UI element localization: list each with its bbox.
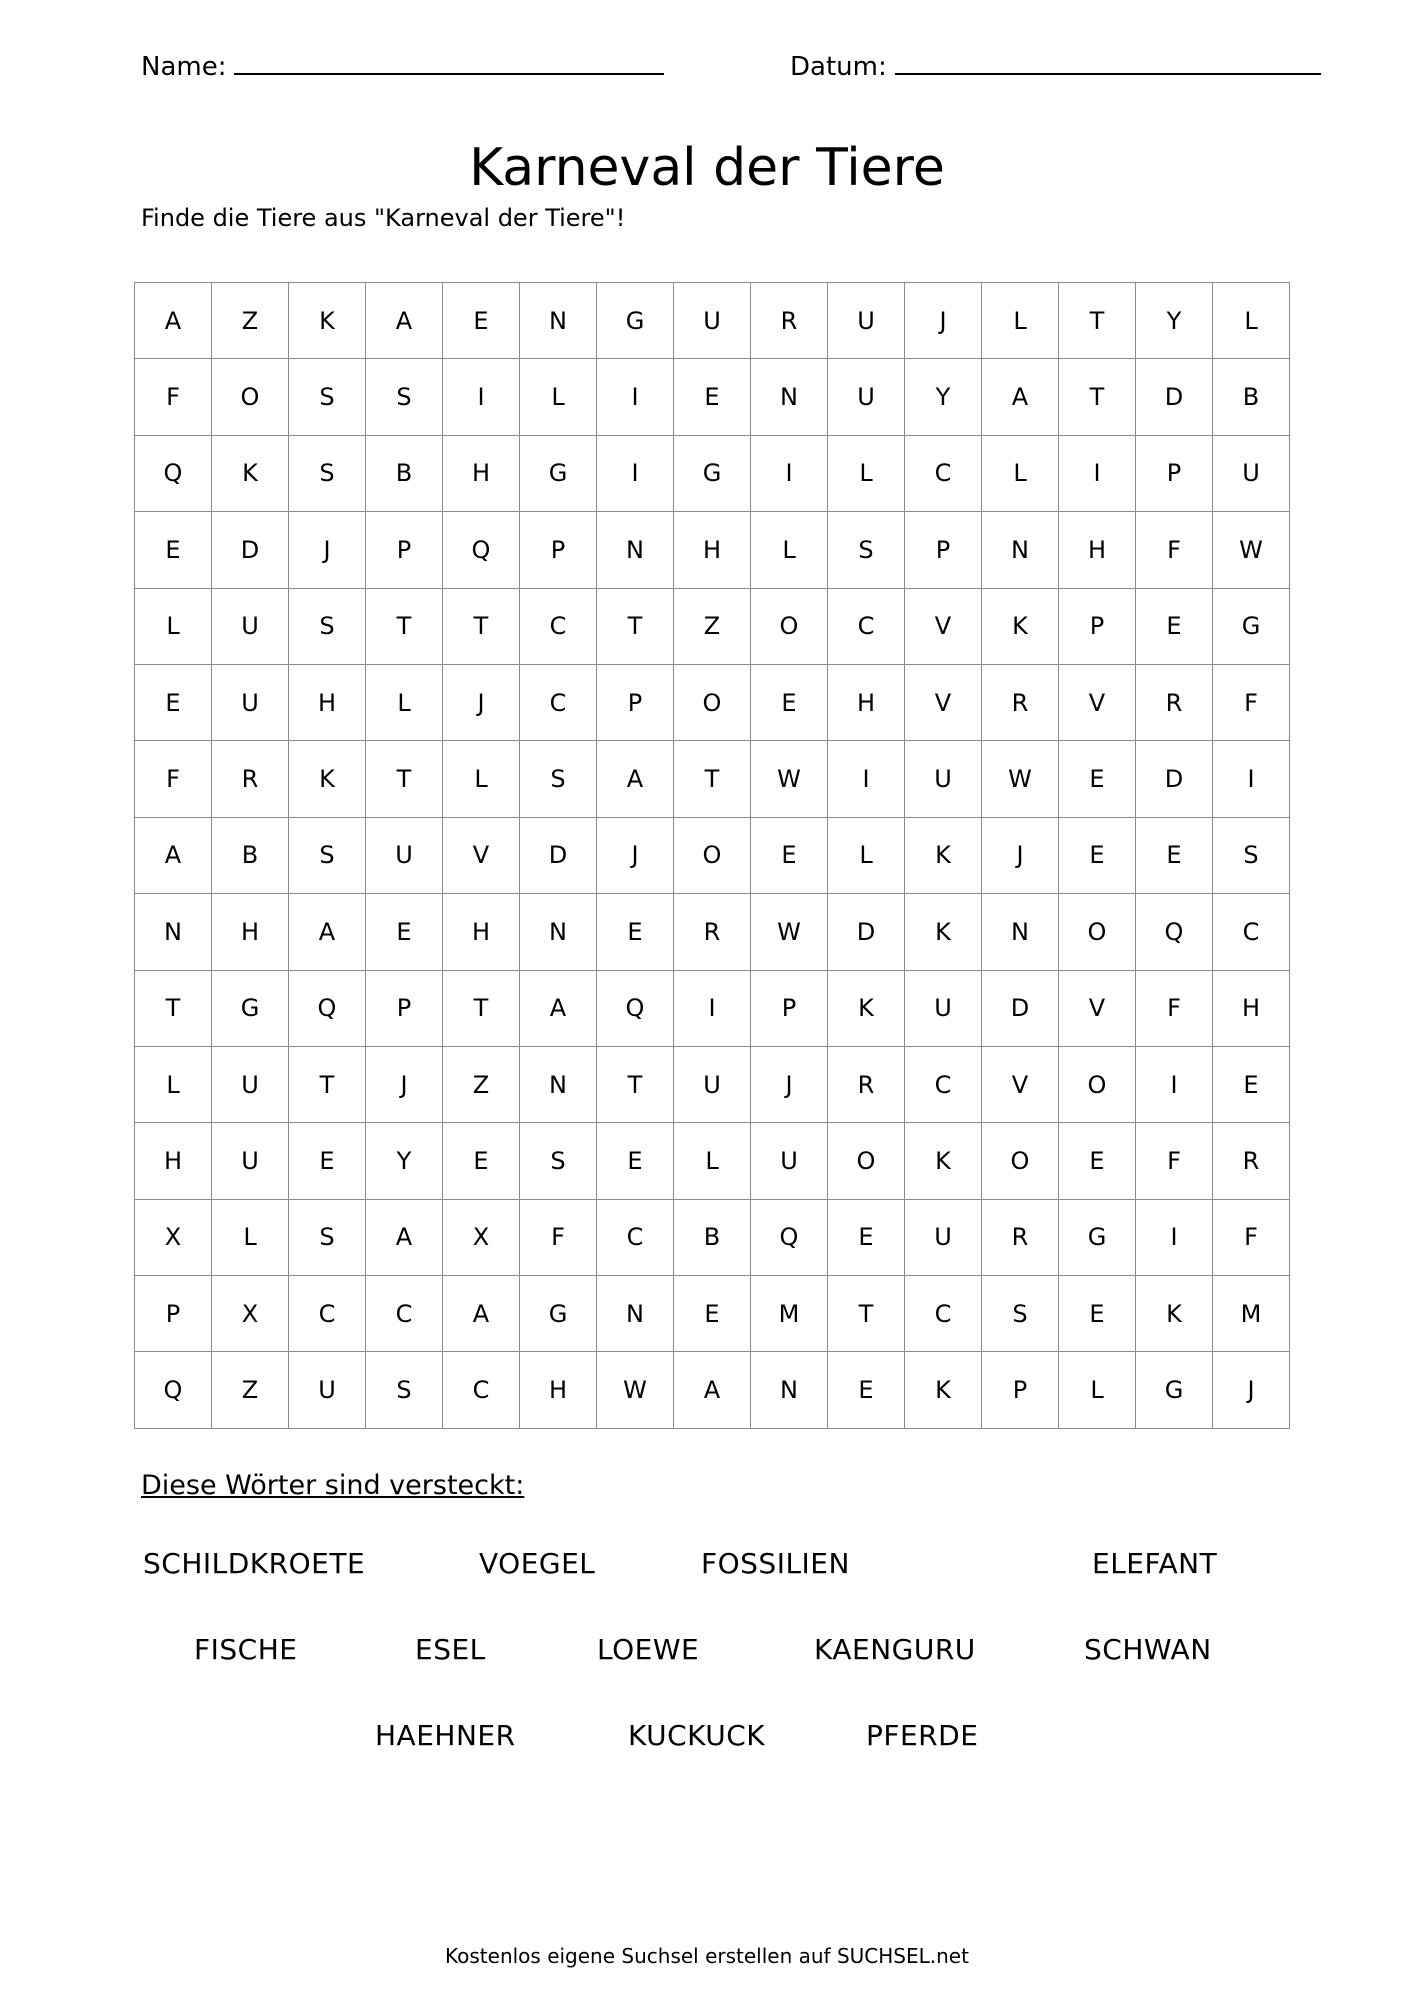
grid-cell: H: [289, 664, 366, 740]
grid-cell: P: [982, 1352, 1059, 1429]
grid-cell: L: [828, 435, 905, 511]
name-label: Name:: [141, 52, 227, 82]
grid-row: [135, 741, 1290, 817]
grid-cell: S: [289, 817, 366, 893]
grid-cell: E: [289, 1123, 366, 1199]
grid-cell: Y: [366, 1123, 443, 1199]
grid-row: [135, 283, 1290, 359]
grid-cell: J: [751, 1046, 828, 1122]
grid-cell: T: [443, 588, 520, 664]
grid-cell: S: [520, 741, 597, 817]
word-item: VOEGEL: [479, 1547, 596, 1580]
grid-cell: C: [828, 588, 905, 664]
grid-cell: T: [366, 741, 443, 817]
grid-cell: I: [1059, 435, 1136, 511]
grid-cell: K: [212, 435, 289, 511]
grid-cell: D: [520, 817, 597, 893]
grid-cell: R: [1213, 1123, 1290, 1199]
grid-cell: U: [905, 741, 982, 817]
grid-cell: U: [828, 283, 905, 359]
grid-cell: E: [828, 1352, 905, 1429]
grid-cell: B: [366, 435, 443, 511]
word-item: PFERDE: [866, 1719, 979, 1752]
grid-cell: S: [982, 1276, 1059, 1352]
grid-cell: Y: [905, 359, 982, 435]
grid-cell: V: [443, 817, 520, 893]
word-item: SCHWAN: [1084, 1633, 1212, 1666]
grid-cell: N: [982, 512, 1059, 588]
grid-cell: U: [212, 1046, 289, 1122]
grid-cell: P: [135, 1276, 212, 1352]
grid-cell: X: [212, 1276, 289, 1352]
grid-cell: F: [135, 359, 212, 435]
grid-cell: T: [828, 1276, 905, 1352]
grid-cell: J: [982, 817, 1059, 893]
grid-cell: Q: [597, 970, 674, 1046]
grid-cell: T: [1059, 283, 1136, 359]
grid-cell: S: [289, 435, 366, 511]
name-line[interactable]: [234, 72, 664, 75]
grid-cell: N: [520, 1046, 597, 1122]
grid-cell: F: [1136, 1123, 1213, 1199]
grid-cell: F: [1136, 512, 1213, 588]
grid-cell: U: [905, 1199, 982, 1275]
grid-cell: Q: [135, 435, 212, 511]
grid-cell: A: [366, 283, 443, 359]
grid-row: [135, 1046, 1290, 1122]
grid-cell: H: [828, 664, 905, 740]
grid-cell: E: [674, 1276, 751, 1352]
grid-cell: C: [1213, 894, 1290, 970]
word-item: FOSSILIEN: [701, 1547, 850, 1580]
grid-cell: M: [1213, 1276, 1290, 1352]
grid-cell: C: [905, 1276, 982, 1352]
word-item: HAEHNER: [375, 1719, 516, 1752]
grid-cell: U: [674, 1046, 751, 1122]
grid-cell: G: [520, 435, 597, 511]
grid-cell: T: [674, 741, 751, 817]
grid-cell: R: [751, 283, 828, 359]
grid-cell: H: [520, 1352, 597, 1429]
grid-cell: K: [289, 741, 366, 817]
grid-cell: L: [1059, 1352, 1136, 1429]
grid-cell: E: [597, 894, 674, 970]
grid-cell: H: [212, 894, 289, 970]
grid-cell: L: [135, 1046, 212, 1122]
grid-cell: J: [1213, 1352, 1290, 1429]
grid-cell: G: [212, 970, 289, 1046]
grid-cell: Y: [1136, 283, 1213, 359]
grid-cell: R: [982, 1199, 1059, 1275]
grid-cell: O: [751, 588, 828, 664]
grid-cell: E: [1059, 1123, 1136, 1199]
grid-row: [135, 359, 1290, 435]
name-field[interactable]: [141, 52, 664, 82]
grid-cell: N: [982, 894, 1059, 970]
grid-cell: L: [828, 817, 905, 893]
grid-cell: Z: [443, 1046, 520, 1122]
grid-cell: O: [1059, 1046, 1136, 1122]
grid-cell: P: [1059, 588, 1136, 664]
grid-cell: K: [828, 970, 905, 1046]
grid-cell: E: [443, 283, 520, 359]
grid-cell: D: [1136, 741, 1213, 817]
grid-cell: N: [597, 512, 674, 588]
grid-cell: P: [520, 512, 597, 588]
grid-cell: F: [1213, 1199, 1290, 1275]
word-search-grid: [134, 282, 1290, 1429]
grid-cell: T: [597, 1046, 674, 1122]
word-item: ESEL: [415, 1633, 486, 1666]
grid-cell: D: [828, 894, 905, 970]
grid-cell: C: [905, 435, 982, 511]
grid-cell: O: [674, 664, 751, 740]
grid-cell: V: [982, 1046, 1059, 1122]
grid-cell: E: [1136, 817, 1213, 893]
grid-cell: A: [443, 1276, 520, 1352]
grid-cell: U: [1213, 435, 1290, 511]
grid-cell: I: [597, 435, 674, 511]
grid-cell: J: [366, 1046, 443, 1122]
grid-cell: J: [905, 283, 982, 359]
word-item: KAENGURU: [814, 1633, 976, 1666]
grid-row: [135, 1123, 1290, 1199]
grid-cell: L: [674, 1123, 751, 1199]
grid-cell: U: [674, 283, 751, 359]
grid-cell: N: [751, 1352, 828, 1429]
grid-cell: S: [289, 1199, 366, 1275]
grid-cell: B: [212, 817, 289, 893]
grid-cell: W: [1213, 512, 1290, 588]
grid-cell: S: [289, 588, 366, 664]
grid-cell: U: [905, 970, 982, 1046]
grid-cell: V: [1059, 664, 1136, 740]
grid-cell: Z: [212, 1352, 289, 1429]
instructions: Finde die Tiere aus "Karneval der Tiere"!: [141, 204, 626, 232]
grid-cell: A: [135, 283, 212, 359]
grid-cell: E: [597, 1123, 674, 1199]
grid-cell: E: [135, 664, 212, 740]
grid-cell: T: [135, 970, 212, 1046]
grid-cell: N: [135, 894, 212, 970]
grid-cell: D: [1136, 359, 1213, 435]
grid-cell: D: [982, 970, 1059, 1046]
grid-cell: I: [597, 359, 674, 435]
grid-cell: E: [751, 664, 828, 740]
grid-cell: R: [982, 664, 1059, 740]
grid-cell: V: [905, 588, 982, 664]
grid-cell: O: [674, 817, 751, 893]
grid-cell: G: [1136, 1352, 1213, 1429]
grid-cell: A: [289, 894, 366, 970]
grid-row: [135, 1276, 1290, 1352]
grid-cell: R: [828, 1046, 905, 1122]
grid-cell: E: [674, 359, 751, 435]
grid-cell: P: [751, 970, 828, 1046]
date-label: Datum:: [790, 52, 887, 82]
grid-cell: U: [212, 664, 289, 740]
grid-cell: V: [1059, 970, 1136, 1046]
grid-cell: L: [982, 435, 1059, 511]
grid-cell: T: [1059, 359, 1136, 435]
grid-cell: B: [674, 1199, 751, 1275]
grid-cell: T: [366, 588, 443, 664]
grid-cell: A: [520, 970, 597, 1046]
grid-cell: K: [905, 894, 982, 970]
grid-cell: A: [366, 1199, 443, 1275]
grid-cell: E: [1059, 1276, 1136, 1352]
grid-cell: H: [135, 1123, 212, 1199]
grid-cell: C: [289, 1276, 366, 1352]
grid-cell: P: [905, 512, 982, 588]
grid-cell: T: [597, 588, 674, 664]
grid-cell: G: [1059, 1199, 1136, 1275]
date-field[interactable]: [790, 52, 1321, 82]
grid-cell: X: [135, 1199, 212, 1275]
grid-cell: N: [520, 894, 597, 970]
grid-cell: N: [597, 1276, 674, 1352]
grid-cell: P: [366, 970, 443, 1046]
grid-cell: C: [443, 1352, 520, 1429]
grid-cell: Q: [289, 970, 366, 1046]
grid-cell: Q: [443, 512, 520, 588]
grid-cell: F: [1136, 970, 1213, 1046]
grid-cell: O: [212, 359, 289, 435]
grid-cell: I: [1136, 1199, 1213, 1275]
grid-cell: R: [674, 894, 751, 970]
grid-cell: L: [212, 1199, 289, 1275]
word-item: KUCKUCK: [628, 1719, 766, 1752]
grid-cell: W: [597, 1352, 674, 1429]
grid-cell: O: [828, 1123, 905, 1199]
grid-cell: A: [982, 359, 1059, 435]
grid-cell: N: [520, 283, 597, 359]
grid-cell: C: [520, 588, 597, 664]
grid-cell: T: [289, 1046, 366, 1122]
grid-cell: E: [828, 1199, 905, 1275]
grid-cell: K: [289, 283, 366, 359]
grid-cell: G: [597, 283, 674, 359]
grid-cell: J: [597, 817, 674, 893]
grid-cell: I: [828, 741, 905, 817]
grid-cell: P: [366, 512, 443, 588]
grid-cell: W: [751, 741, 828, 817]
grid-cell: I: [443, 359, 520, 435]
grid-cell: S: [289, 359, 366, 435]
grid-cell: E: [1213, 1046, 1290, 1122]
grid-cell: G: [520, 1276, 597, 1352]
grid-cell: X: [443, 1199, 520, 1275]
grid-cell: S: [828, 512, 905, 588]
grid-cell: C: [905, 1046, 982, 1122]
grid-cell: S: [520, 1123, 597, 1199]
grid-cell: A: [135, 817, 212, 893]
grid-cell: I: [1213, 741, 1290, 817]
grid-cell: K: [982, 588, 1059, 664]
grid-cell: C: [366, 1276, 443, 1352]
grid-cell: E: [1059, 741, 1136, 817]
grid-cell: C: [520, 664, 597, 740]
date-line[interactable]: [895, 72, 1321, 75]
grid-body: [135, 283, 1290, 1429]
grid-cell: L: [982, 283, 1059, 359]
grid-cell: U: [751, 1123, 828, 1199]
grid-cell: Q: [751, 1199, 828, 1275]
grid-cell: N: [751, 359, 828, 435]
grid-cell: L: [366, 664, 443, 740]
grid-cell: U: [212, 588, 289, 664]
grid-cell: E: [135, 512, 212, 588]
grid-cell: J: [443, 664, 520, 740]
grid-cell: U: [289, 1352, 366, 1429]
grid-cell: H: [443, 894, 520, 970]
grid-row: [135, 664, 1290, 740]
grid-cell: L: [135, 588, 212, 664]
word-item: SCHILDKROETE: [143, 1547, 366, 1580]
grid-cell: Q: [135, 1352, 212, 1429]
grid-cell: U: [366, 817, 443, 893]
grid-cell: Z: [674, 588, 751, 664]
grid-cell: E: [751, 817, 828, 893]
grid-row: [135, 817, 1290, 893]
grid-cell: F: [135, 741, 212, 817]
grid-cell: K: [905, 1352, 982, 1429]
grid-cell: U: [212, 1123, 289, 1199]
grid-row: [135, 1352, 1290, 1429]
grid-cell: S: [366, 359, 443, 435]
grid-row: [135, 1199, 1290, 1275]
grid-cell: H: [1213, 970, 1290, 1046]
grid-cell: V: [905, 664, 982, 740]
grid-cell: D: [212, 512, 289, 588]
grid-cell: G: [1213, 588, 1290, 664]
grid-cell: L: [443, 741, 520, 817]
grid-cell: W: [982, 741, 1059, 817]
grid-cell: H: [674, 512, 751, 588]
grid-cell: P: [597, 664, 674, 740]
grid-cell: K: [905, 1123, 982, 1199]
grid-cell: O: [1059, 894, 1136, 970]
word-list-heading: Diese Wörter sind versteckt:: [141, 1470, 525, 1501]
grid-row: [135, 894, 1290, 970]
grid-cell: B: [1213, 359, 1290, 435]
grid-cell: R: [1136, 664, 1213, 740]
grid-cell: K: [905, 817, 982, 893]
grid-cell: J: [289, 512, 366, 588]
grid-cell: L: [1213, 283, 1290, 359]
grid-cell: H: [1059, 512, 1136, 588]
grid-cell: O: [982, 1123, 1059, 1199]
grid-cell: U: [828, 359, 905, 435]
grid-row: [135, 970, 1290, 1046]
grid-cell: L: [751, 512, 828, 588]
grid-cell: S: [366, 1352, 443, 1429]
word-item: FISCHE: [194, 1633, 298, 1666]
grid-cell: I: [674, 970, 751, 1046]
grid-cell: S: [1213, 817, 1290, 893]
grid-cell: A: [674, 1352, 751, 1429]
grid-cell: L: [520, 359, 597, 435]
grid-row: [135, 512, 1290, 588]
grid-cell: T: [443, 970, 520, 1046]
word-item: LOEWE: [597, 1633, 700, 1666]
grid-cell: W: [751, 894, 828, 970]
grid-cell: E: [1136, 588, 1213, 664]
grid-cell: G: [674, 435, 751, 511]
grid-row: [135, 588, 1290, 664]
grid-cell: E: [1059, 817, 1136, 893]
grid-cell: K: [1136, 1276, 1213, 1352]
grid-cell: E: [366, 894, 443, 970]
grid-cell: A: [597, 741, 674, 817]
page-title: Karneval der Tiere: [469, 138, 945, 198]
grid-cell: Q: [1136, 894, 1213, 970]
grid-cell: I: [1136, 1046, 1213, 1122]
grid-cell: H: [443, 435, 520, 511]
grid-cell: P: [1136, 435, 1213, 511]
grid-cell: E: [443, 1123, 520, 1199]
grid-cell: I: [751, 435, 828, 511]
grid-cell: R: [212, 741, 289, 817]
grid-cell: Z: [212, 283, 289, 359]
grid-cell: F: [1213, 664, 1290, 740]
grid-row: [135, 435, 1290, 511]
grid-cell: F: [520, 1199, 597, 1275]
grid-cell: M: [751, 1276, 828, 1352]
grid-cell: C: [597, 1199, 674, 1275]
footer-credit: Kostenlos eigene Suchsel erstellen auf SUCHSEL.net: [445, 1944, 969, 1968]
word-item: ELEFANT: [1092, 1547, 1218, 1580]
